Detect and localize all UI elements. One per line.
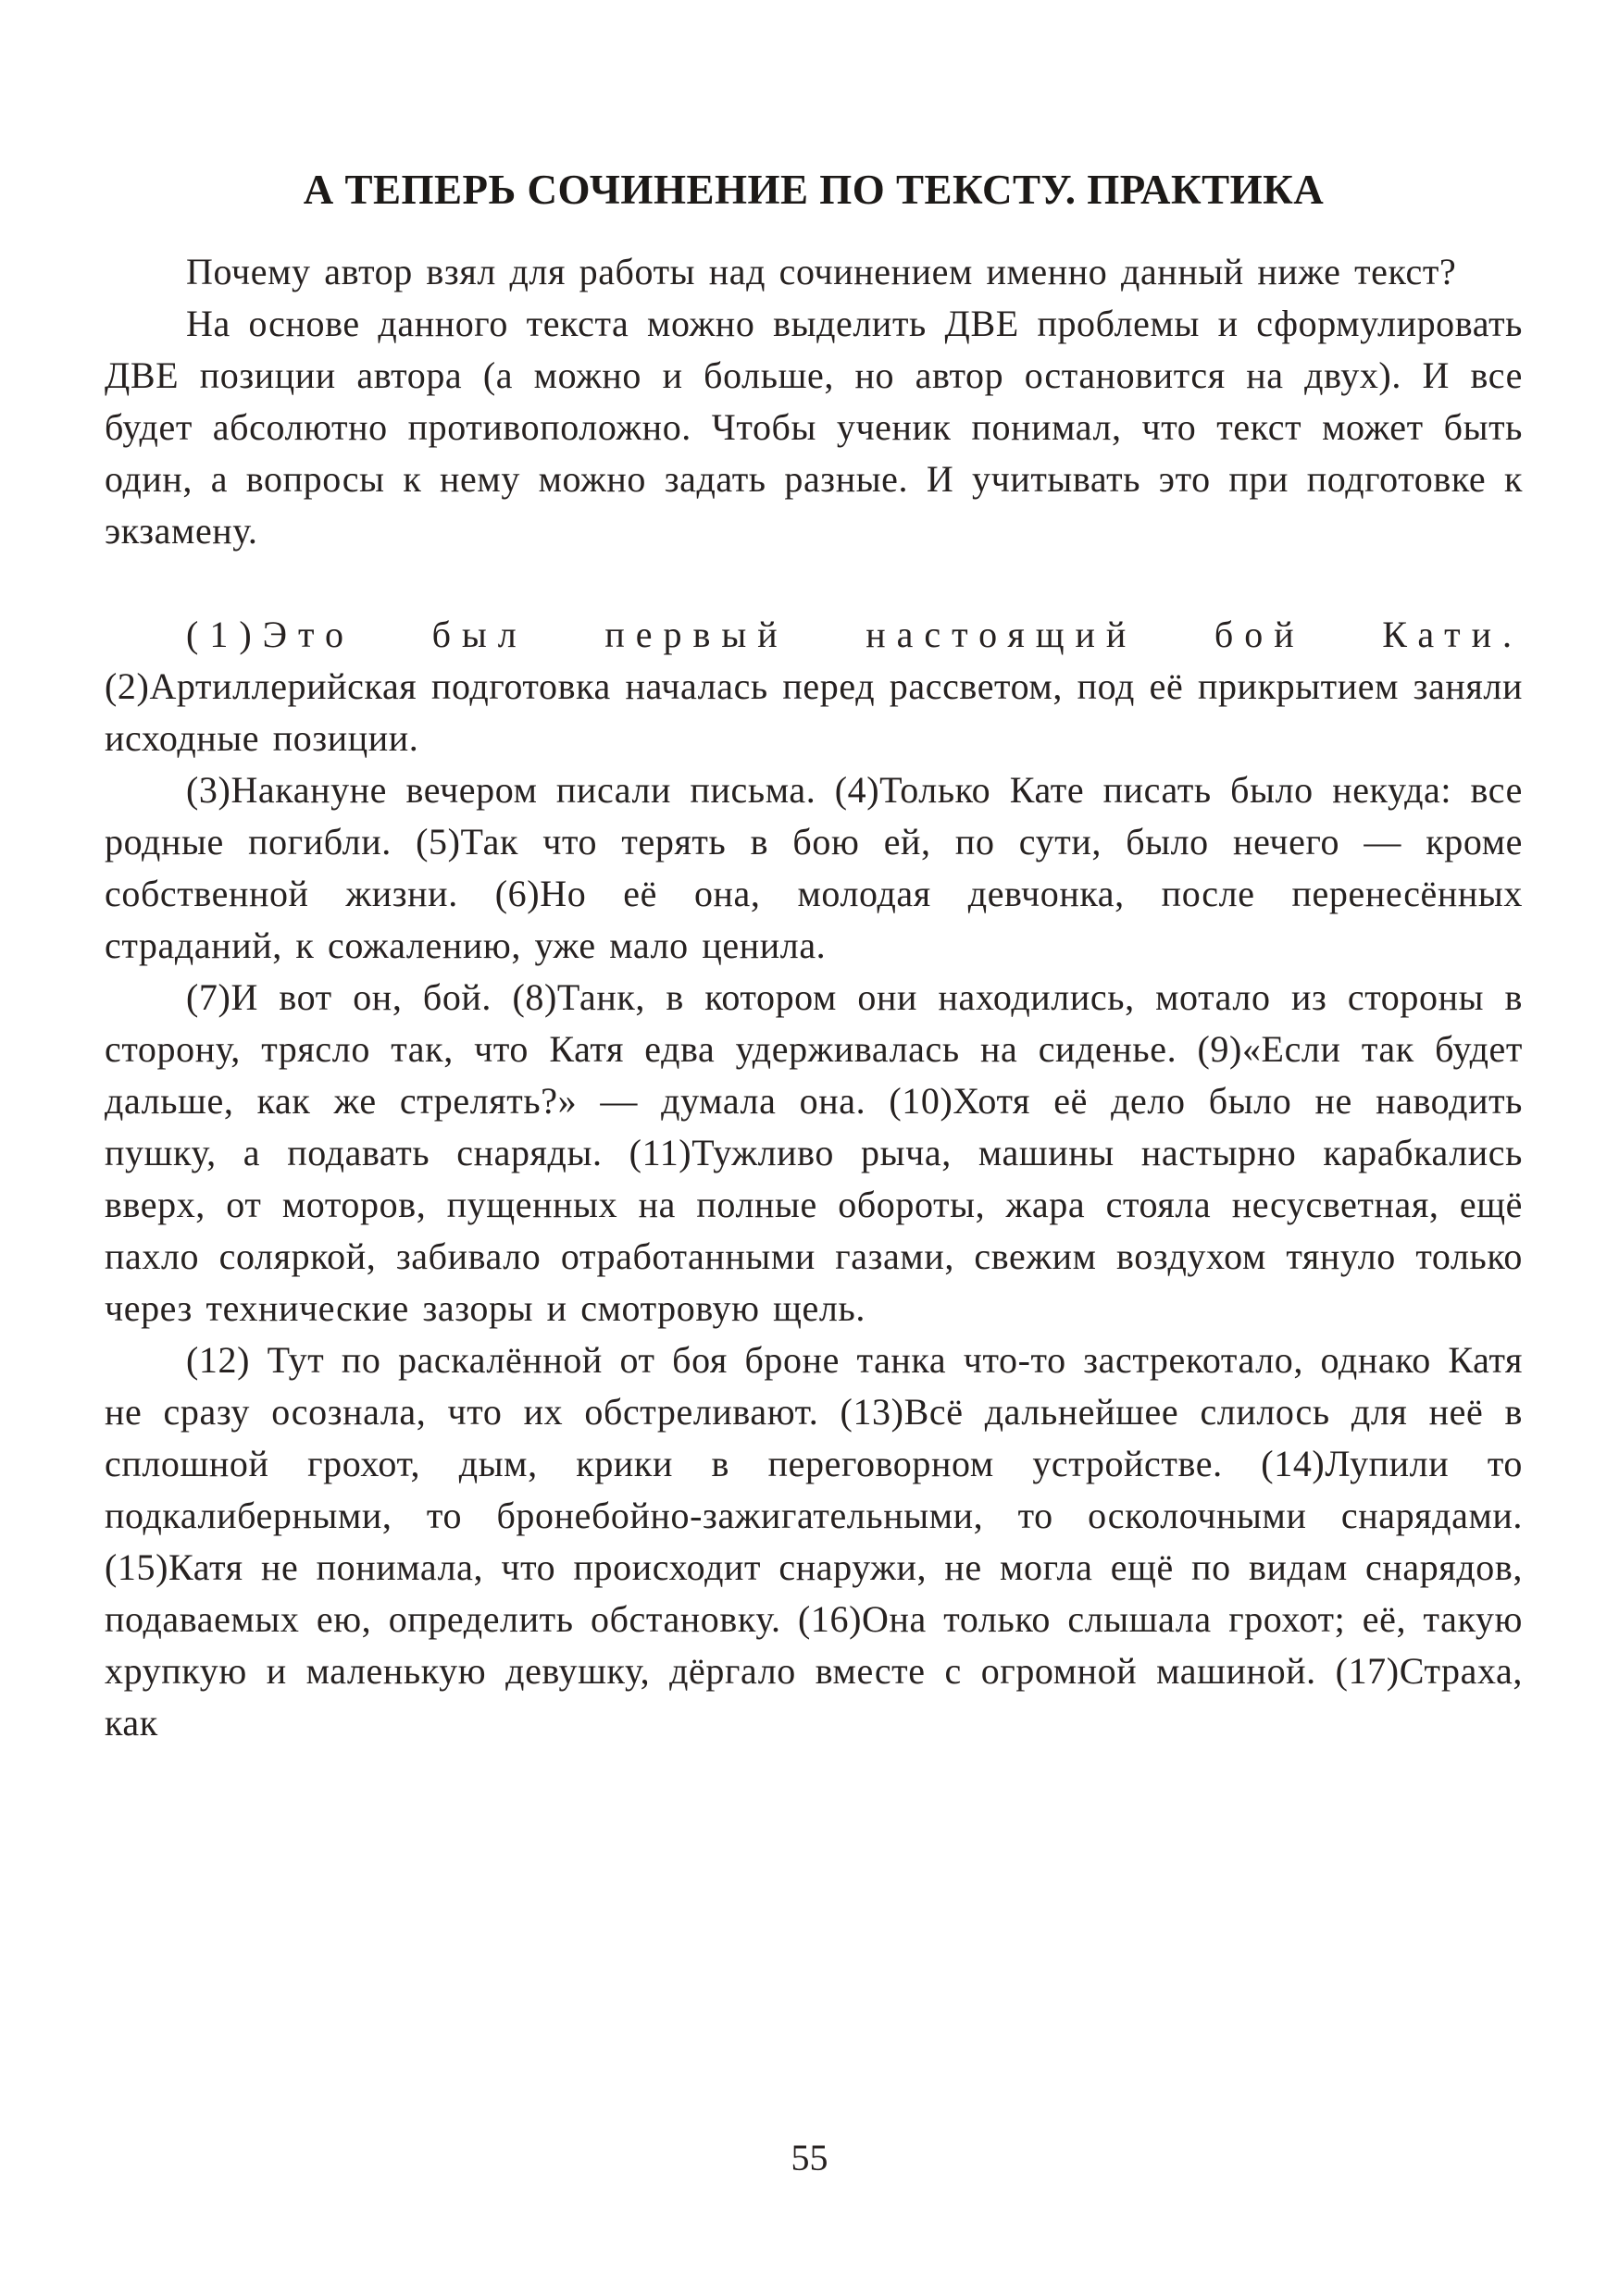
passage-paragraph-4: (12) Тут по раскалённой от боя броне танка что-то застрекотало, однако Катя не сразу осознала, что их обстреливают. (13)Всё дальнейшее слилось для неё в сплошной грохот, дым, крики в переговорном устройстве. (14)Лупили то подкалиберными, то бронебойно-зажигательными, то осколочными снарядами. (15)Катя не понимала, что происходит снаружи, не могла ещё по видам снарядов, подаваемых ею, определить обстановку. (16)Она только слышала грохот; её, такую хрупкую и маленькую девушку, дёргало вместе с огромной машиной. (17)Страха, как xyxy=(105,1339,1523,1744)
passage-paragraph-1 xyxy=(105,609,1523,764)
passage-lead-continuation: (2)Артиллерийская подготовка началась перед рассветом, под её прикрытием заняли исходные позиции. xyxy=(105,665,1523,759)
passage-paragraph-2: (3)Накануне вечером писали письма. (4)Только Кате писать было некуда: все родные погибли. (5)Так что терять в бою ей, по сути, было нечего — кроме собственной жизни. (6)Но её она, молодая девчонка, после перенесённых страданий, к сожалению, уже мало ценила. xyxy=(105,769,1523,966)
source-text-passage xyxy=(105,609,1523,1749)
page-number: 55 xyxy=(791,2137,828,2178)
intro-paragraph-question: Почему автор взял для работы над сочинением именно данный ниже текст? xyxy=(186,251,1457,292)
page-content xyxy=(105,165,1523,1749)
passage-paragraph-3: (7)И вот он, бой. (8)Танк, в котором они находились, мотало из стороны в сторону, трясло так, что Катя едва удерживалась на сиденье. (9)«Если так будет дальше, как же стрелять?» — думала она. (10)Хотя её дело было не наводить пушку, а подавать снаряды. (11)Тужливо рыча, машины настырно карабкались вверх, от моторов, пущенных на полные обороты, жара стояла несусветная, ещё пахло соляркой, забивало отработанными газами, свежим воздухом тянуло только через технические зазоры и смотровую щель. xyxy=(105,976,1523,1329)
intro-paragraph-explanation: На основе данного текста можно выделить ДВЕ проблемы и сформулировать ДВЕ позиции автора (а можно и больше, но автор остановится на двух). И все будет абсолютно противоположно. Чтобы ученик понимал, что текст может быть один, а вопросы к нему можно задать разные. И учитывать это при подготовке к экзамену. xyxy=(105,303,1523,552)
passage-lead-sentence: (1)Это был первый настоящий бой Кати. xyxy=(186,614,1523,655)
page-title: А ТЕПЕРЬ СОЧИНЕНИЕ ПО ТЕКСТУ. ПРАКТИКА xyxy=(303,167,1325,213)
